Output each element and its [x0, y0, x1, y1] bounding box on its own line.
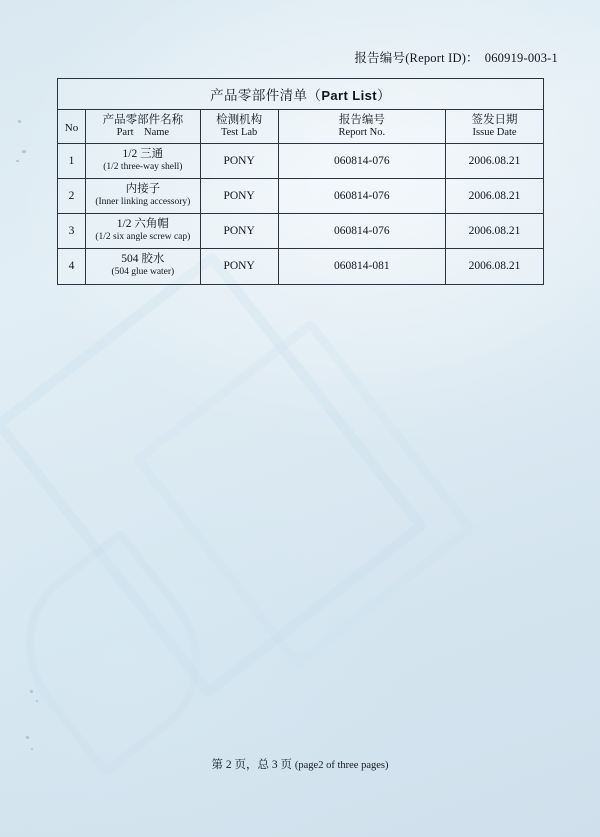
part-list-table-container — [57, 78, 544, 285]
cell-no: 1 — [58, 143, 86, 178]
column-header-lab-cn: 检测机构 — [216, 114, 263, 126]
cell-no: 4 — [58, 249, 86, 284]
table-row — [58, 214, 544, 249]
page-footer — [0, 756, 600, 772]
cell-issue-date: 2006.08.21 — [446, 179, 544, 214]
cell-part-en: (Inner linking accessory) — [95, 196, 191, 207]
column-header-issue-date — [446, 110, 544, 144]
cell-part — [85, 143, 200, 178]
column-header-no-label: No — [64, 121, 79, 134]
cell-part — [85, 179, 200, 214]
column-header-report-no — [278, 110, 446, 144]
table-row — [58, 179, 544, 214]
report-id-value: 060919-003-1 — [484, 51, 558, 65]
cell-no: 2 — [58, 179, 86, 214]
cell-report-no: 060814-076 — [278, 214, 446, 249]
cell-issue-date: 2006.08.21 — [446, 143, 544, 178]
cell-lab: PONY — [200, 249, 278, 284]
cell-report-no: 060814-081 — [278, 249, 446, 284]
watermark-shape-1 — [0, 251, 428, 699]
scan-speck — [16, 160, 19, 162]
page-number-en: (page2 of three pages) — [294, 760, 389, 771]
column-header-part-cn: 产品零部件名称 — [102, 114, 184, 126]
scan-speck — [31, 748, 33, 750]
cell-issue-date: 2006.08.21 — [446, 214, 544, 249]
column-header-report-no-en: Report No. — [338, 127, 386, 139]
cell-lab: PONY — [200, 179, 278, 214]
cell-part — [85, 249, 200, 284]
table-header-row — [58, 110, 544, 144]
watermark-shape-3 — [0, 529, 236, 778]
cell-part-cn: 1/2 三通 — [122, 147, 164, 160]
cell-part-cn: 内接子 — [125, 183, 161, 195]
page-number-cn: 第 2 页，总 3 页 — [211, 759, 293, 771]
column-header-part — [85, 110, 200, 144]
table-row — [58, 143, 544, 178]
table-title-en: Part List — [321, 88, 377, 103]
cell-issue-date: 2006.08.21 — [446, 249, 544, 284]
cell-part-en: (504 glue water) — [111, 267, 175, 278]
cell-part-en: (1/2 three-way shell) — [103, 161, 183, 172]
cell-lab: PONY — [200, 214, 278, 249]
cell-part-cn: 504 胶水 — [121, 253, 165, 266]
part-list-table — [57, 78, 544, 285]
column-header-lab-en: Test Lab — [220, 127, 258, 139]
table-row — [58, 249, 544, 284]
table-title — [58, 79, 544, 110]
scan-speck — [26, 736, 29, 739]
scan-speck — [18, 120, 21, 123]
cell-part-cn: 1/2 六角帽 — [116, 218, 169, 231]
table-title-cn: 产品零部件清单（ — [210, 88, 322, 103]
cell-lab: PONY — [200, 143, 278, 178]
watermark-shape-2 — [132, 318, 477, 670]
table-title-row — [58, 79, 544, 110]
table-title-close: ） — [376, 88, 391, 103]
cell-report-no: 060814-076 — [278, 143, 446, 178]
report-id — [354, 48, 558, 66]
cell-part-en: (1/2 six angle screw cap) — [95, 231, 191, 242]
column-header-issue-date-cn: 签发日期 — [471, 114, 518, 126]
cell-no: 3 — [58, 214, 86, 249]
column-header-issue-date-en: Issue Date — [472, 127, 517, 139]
cell-part — [85, 214, 200, 249]
column-header-lab — [200, 110, 278, 144]
column-header-part-en: Part Name — [116, 127, 170, 139]
column-header-no — [58, 110, 86, 144]
scan-speck — [30, 690, 33, 693]
scan-speck — [36, 700, 38, 702]
report-id-label: 报告编号(Report ID)： — [354, 51, 479, 65]
cell-report-no: 060814-076 — [278, 179, 446, 214]
scan-speck — [22, 150, 26, 153]
column-header-report-no-cn: 报告编号 — [338, 114, 385, 126]
